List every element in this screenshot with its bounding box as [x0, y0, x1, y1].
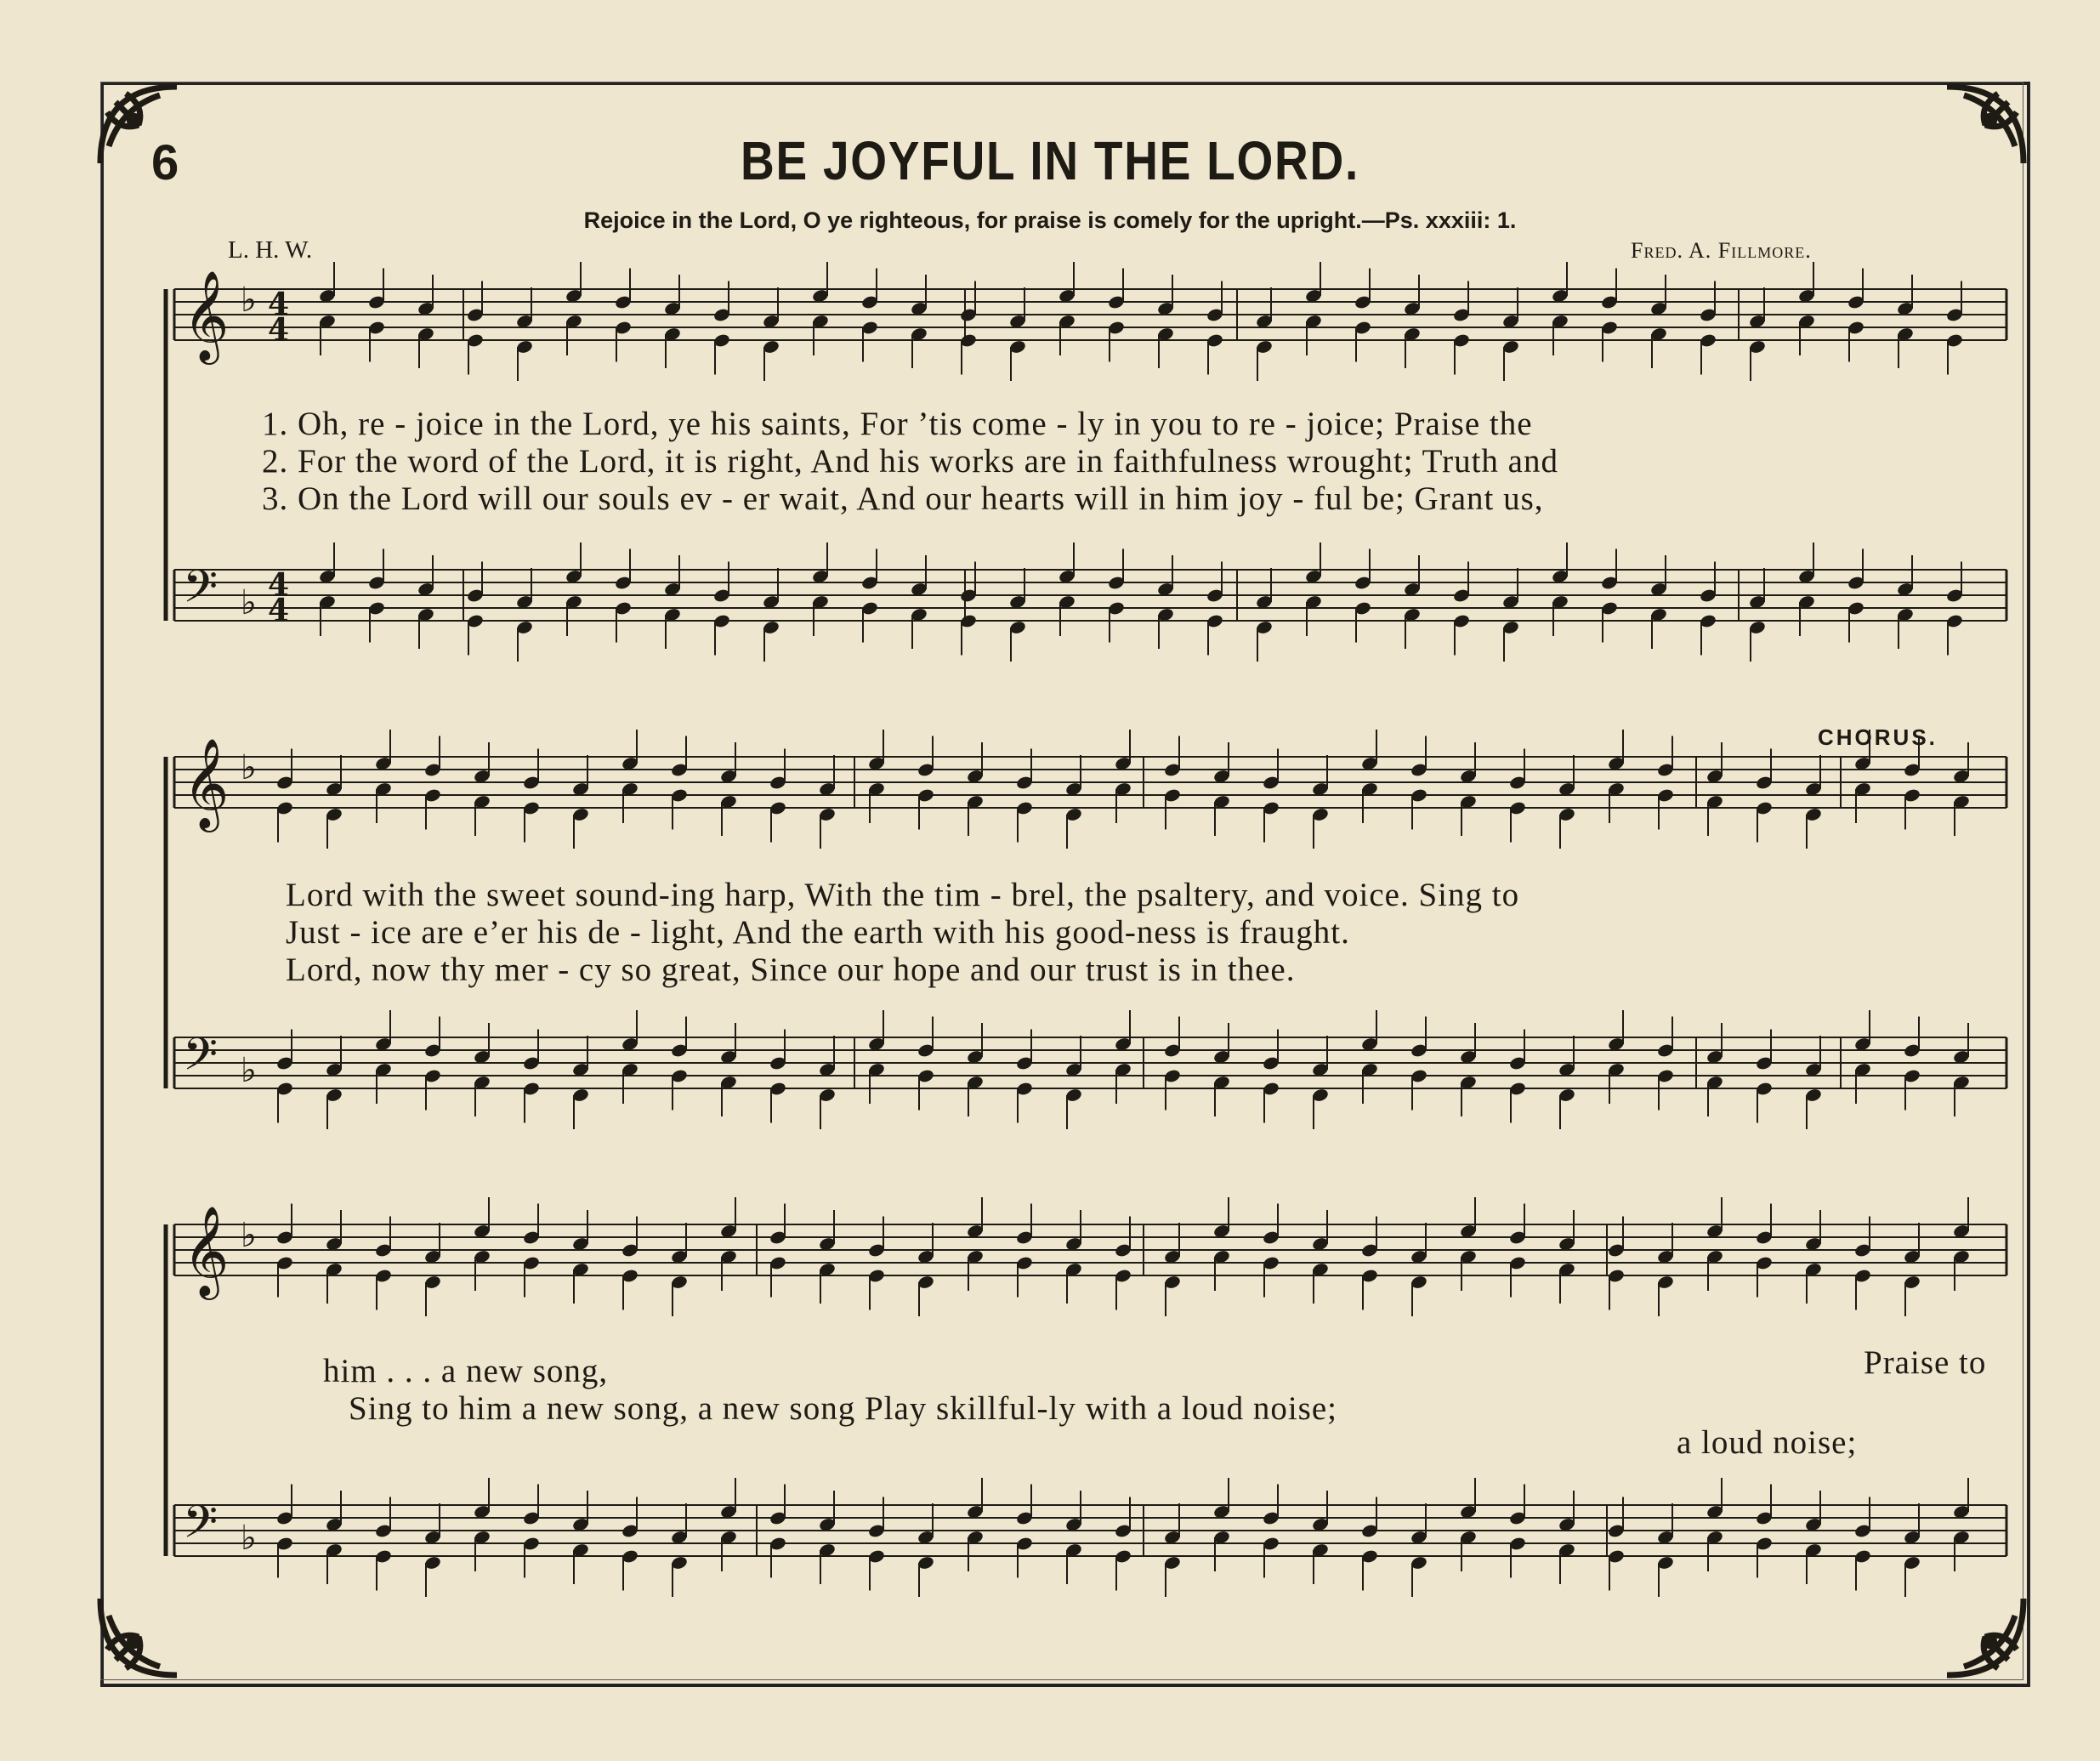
time-signature-bottom: 4 [268, 593, 290, 628]
flat-sign: ♭ [241, 1051, 257, 1090]
flat-sign: ♭ [241, 1216, 257, 1255]
treble-clef: 𝄞 [183, 270, 230, 361]
flat-sign: ♭ [241, 583, 257, 622]
lyric-line: 2. For the word of the Lord, it is right, And his works are in faithfulness wrought; Truth and [262, 443, 1558, 480]
flat-sign: ♭ [241, 748, 257, 787]
treble-clef: 𝄞 [183, 1205, 230, 1296]
composer-credit: Fred. A. Fillmore. [1631, 238, 1812, 263]
scripture-epigraph: Rejoice in the Lord, O ye righteous, for praise is comely for the upright.—Ps. xxxiii: 1. [583, 207, 1517, 233]
bass-clef: 𝄢 [183, 561, 219, 624]
bass-clef: 𝄢 [183, 1029, 219, 1092]
lyric-line: Praise to [1864, 1344, 1987, 1381]
time-signature-top: 4 [268, 287, 290, 322]
lyric-line: 3. On the Lord will our souls ev - er wait, And our hearts will in him joy - ful be; Grant us, [262, 480, 1544, 517]
treble-clef: 𝄞 [183, 737, 230, 828]
lyric-line: Sing to him a new song, a new song Play skillful-ly with a loud noise; [349, 1390, 1338, 1427]
hymn-title: BE JOYFUL IN THE LORD. [741, 130, 1359, 191]
lyricist-credit: L. H. W. [228, 236, 313, 264]
bass-clef: 𝄢 [183, 1497, 219, 1559]
lyric-line: him . . . a new song, [323, 1353, 609, 1389]
lyric-line: 1. Oh, re - joice in the Lord, ye his saints, For ’tis come - ly in you to re - joice; Praise the [262, 406, 1533, 442]
flat-sign: ♭ [241, 281, 257, 320]
lyric-line: a loud noise; [1677, 1424, 1858, 1461]
chorus-label: CHORUS. [1818, 724, 1938, 750]
time-signature-bottom: 4 [268, 312, 290, 348]
lyric-line: Just - ice are e’er his de - light, And the earth with his good-ness is fraught. [286, 914, 1350, 951]
lyric-line: Lord, now thy mer - cy so great, Since our hope and our trust is in thee. [286, 952, 1296, 988]
page-number: 6 [151, 135, 179, 190]
flat-sign: ♭ [241, 1519, 257, 1558]
time-signature-top: 4 [268, 567, 290, 603]
lyric-line: Lord with the sweet sound-ing harp, With the tim - brel, the psaltery, and voice. Sing to [286, 877, 1520, 913]
